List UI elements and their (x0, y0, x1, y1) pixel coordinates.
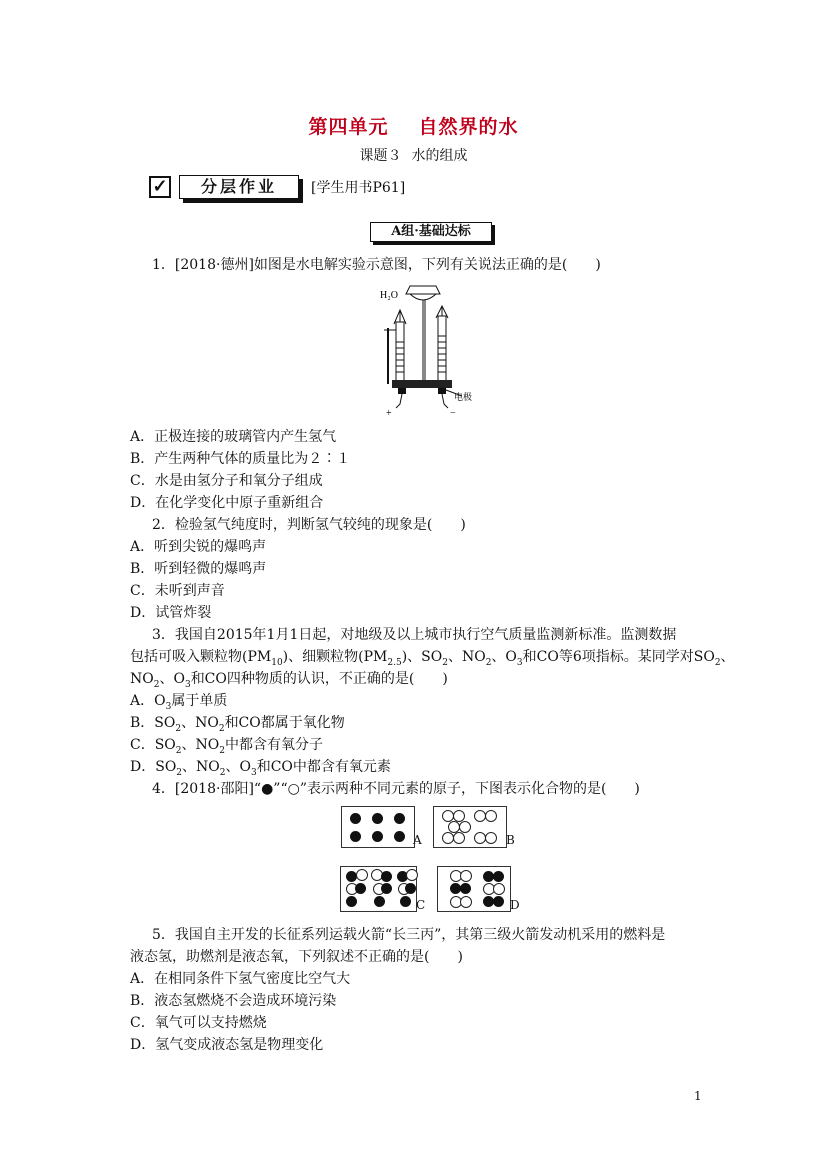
plus-sign: + (386, 408, 392, 419)
q4-box-b (433, 806, 507, 848)
q2-option-a: A．听到尖锐的爆鸣声 (130, 539, 267, 555)
group-label: A组·基础达标 (370, 222, 492, 242)
q4-box-a (341, 806, 415, 848)
unit-number: 第四单元 (308, 116, 389, 138)
unit-title (0, 112, 827, 139)
q1-option-c: C．水是由氢分子和氧分子组成 (130, 473, 323, 489)
water-label: H₂O (380, 290, 398, 301)
q3-option-b: B．$SO_2$、$NO_2$和CO都属于氧化物 (130, 715, 345, 734)
q4-box-d (437, 866, 511, 912)
lesson-name: 水的组成 (411, 148, 468, 164)
q2-option-c: C．未听到声音 (130, 583, 225, 599)
q4-stem: 4．[2018·邵阳]“●”“○”表示两种不同元素的原子，下图表示化合物的是( ) (152, 781, 640, 797)
homework-header (149, 174, 405, 200)
q4-label-a: A (413, 833, 422, 847)
q3-option-c: C．$SO_2$、$NO_2$中都含有氧分子 (130, 737, 323, 756)
q1-option-b: B．产生两种气体的质量比为２∶１ (130, 451, 351, 467)
minus-sign: − (450, 408, 456, 419)
q4-box-c (340, 866, 417, 912)
q5-option-b: B．液态氢燃烧不会造成环境污染 (130, 993, 337, 1009)
q5-option-a: A．在相同条件下氢气密度比空气大 (130, 971, 351, 987)
q2-option-b: B．听到轻微的爆鸣声 (130, 561, 267, 577)
lesson-title (0, 145, 827, 165)
q3-stem-line3: $NO_2$、$O_3$和CO四种物质的认识，不正确的是( ) (130, 671, 448, 690)
q3-stem-line2: 包括可吸入颗粒物$(PM_{10})$、细颗粒物$(PM_{2.5})$、$SO_2$、$NO_2$、$O_3$和CO等6项指标。某同学对$SO_2$、 (130, 649, 735, 668)
q4-label-b: B (506, 833, 515, 847)
q4-label-d: D (510, 898, 520, 912)
electrolysis-apparatus-diagram (378, 280, 488, 420)
homework-reference: [学生用书P61] (311, 180, 406, 196)
electrode-label: 电极 (454, 392, 473, 402)
lesson-number: 课题３ (359, 148, 402, 164)
q3-option-a: A．$O_3$属于单质 (130, 693, 228, 712)
q2-option-d: D．试管炸裂 (130, 605, 212, 621)
homework-label: 分层作业 (200, 177, 277, 196)
q2-stem: 2．检验氢气纯度时，判断氢气较纯的现象是( ) (152, 517, 466, 533)
q5-option-c: C．氧气可以支持燃烧 (130, 1015, 267, 1031)
q5-stem-line2: 液态氢，助燃剂是液态氧，下列叙述不正确的是( ) (130, 949, 463, 965)
q5-option-d: D．氢气变成液态氢是物理变化 (130, 1037, 324, 1053)
q1-option-d: D．在化学变化中原子重新组合 (130, 495, 324, 511)
q1-stem: 1．[2018·德州]如图是水电解实验示意图，下列有关说法正确的是( ) (152, 257, 601, 273)
unit-name: 自然界的水 (418, 116, 519, 138)
page-number: 1 (694, 1089, 702, 1103)
checkbox-icon: ✓ (149, 176, 171, 198)
q3-option-d: D．$SO_2$、$NO_2$、$O_3$和CO中都含有氧元素 (130, 759, 391, 778)
q1-option-a: A．正极连接的玻璃管内产生氢气 (130, 429, 337, 445)
q4-label-c: C (416, 898, 426, 912)
q5-stem-line1: 5．我国自主开发的长征系列运载火箭“长三丙”，其第三级火箭发动机采用的燃料是 (152, 927, 666, 943)
homework-label-box (179, 175, 299, 199)
q3-stem-line1: 3．我国自2015年1月1日起，对地级及以上城市执行空气质量监测新标准。监测数据 (152, 627, 677, 643)
